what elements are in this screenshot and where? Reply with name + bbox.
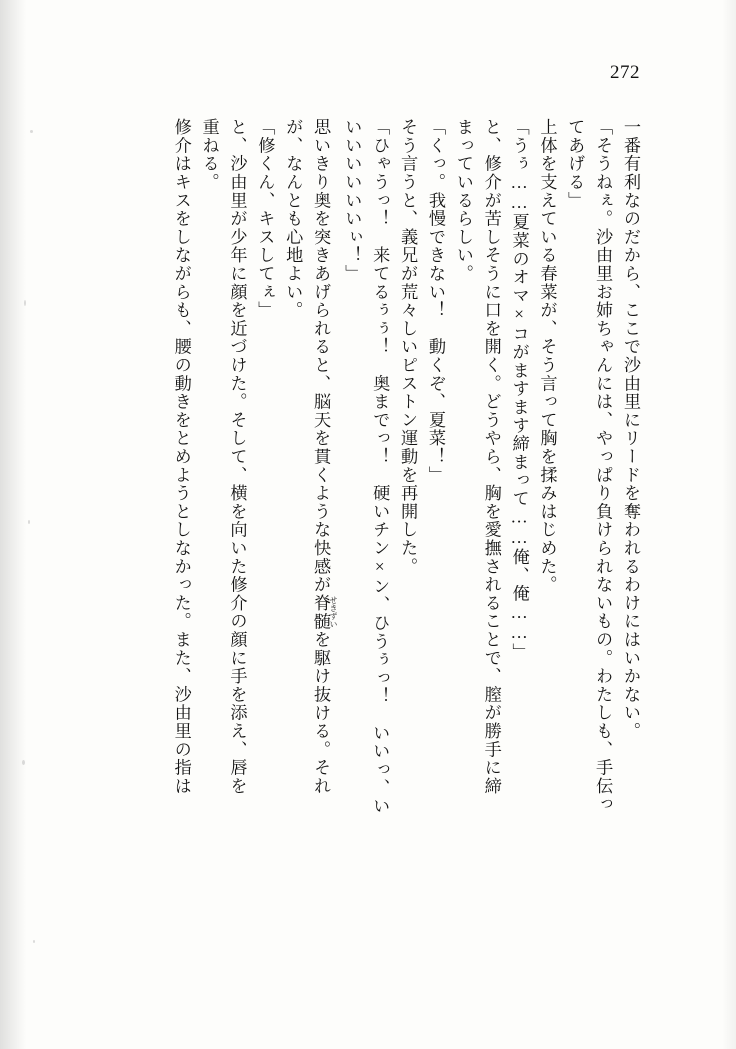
paragraph-with-ruby: 思いきり奥を突きあげられると、脳天を貫くような快感が脊髄 せきずいを駆け抜ける。それ: [311, 118, 339, 796]
page-body: [96, 118, 644, 997]
scan-speck: [22, 760, 25, 765]
paragraph: 「そうねぇ。沙由里お姉ちゃんには、やっぱり負けられないもの。わたしも、手伝っ: [593, 118, 613, 814]
page-number: 272: [610, 62, 640, 83]
ruby-annotation: 脊髄 せきずい: [311, 593, 339, 631]
scan-speck: [30, 130, 33, 133]
scan-speck: [24, 300, 26, 306]
paragraph: 「ひゃうっ！ 来てるぅぅ！ 奥までっ！ 硬いチン×ン、ひうぅっ！ いいっ、い: [370, 118, 390, 816]
paragraph: が、なんとも心地よい。: [283, 118, 303, 320]
paragraph: 一番有利なのだから、ここで沙由里にリードを奪われるわけにはいかない。: [621, 118, 640, 741]
scan-speck: [33, 940, 35, 943]
paragraph: と、修介が苦しそうに口を開く。どうやら、胸を愛撫されることで、膣が勝手に締: [481, 118, 501, 796]
paragraph: そう言うと、義兄が荒々しいピストン運動を再開した。: [398, 118, 418, 576]
paragraph: 重ねる。: [199, 118, 219, 192]
paragraph: 「くっ。我慢できない！ 動くぞ、夏菜！」: [425, 118, 445, 484]
paragraph: 上体を支えている春菜が、そう言って胸を揉みはじめた。: [537, 118, 557, 594]
paragraph: いいいいいいぃ！」: [342, 118, 362, 283]
scan-speck: [28, 520, 30, 524]
paragraph: と、沙由里が少年に顔を近づけた。そして、横を向いた修介の顔に手を添え、唇を: [227, 118, 247, 796]
paragraph: 「うぅ……夏菜のオマ×コがますます締まって……俺、俺……」: [509, 118, 529, 662]
paragraph: てあげる」: [565, 118, 585, 210]
paragraph: まっているらしい。: [453, 118, 473, 283]
paragraph: 修介はキスをしながらも、腰の動きをとめようとしなかった。また、沙由里の指は: [171, 118, 191, 796]
paragraph: 「修くん、キスしてぇ」: [255, 118, 275, 320]
